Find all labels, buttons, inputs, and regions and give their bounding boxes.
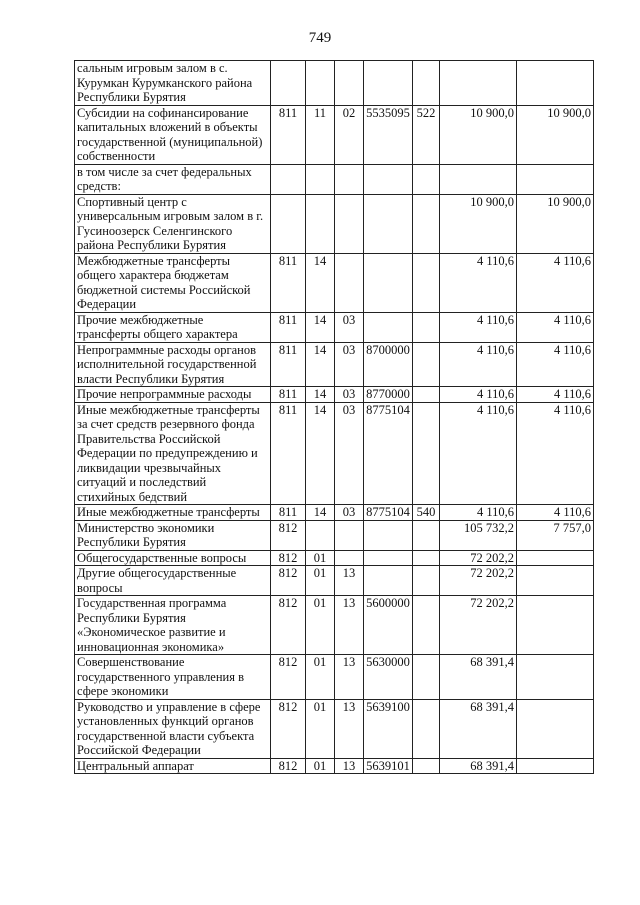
row-expense-type-code bbox=[413, 387, 440, 403]
row-subsection-code: 03 bbox=[335, 402, 364, 505]
row-section-code: 01 bbox=[306, 596, 335, 655]
row-section-code: 01 bbox=[306, 566, 335, 596]
row-amount-total: 10 900,0 bbox=[440, 194, 517, 253]
row-grbs-code: 812 bbox=[271, 758, 306, 774]
table-row bbox=[75, 596, 594, 655]
row-name: в том числе за счет федеральных средств: bbox=[75, 164, 271, 194]
row-expense-type-code bbox=[413, 253, 440, 312]
row-grbs-code: 811 bbox=[271, 342, 306, 387]
row-expense-type-code bbox=[413, 596, 440, 655]
row-grbs-code: 811 bbox=[271, 387, 306, 403]
row-section-code: 14 bbox=[306, 505, 335, 521]
row-name: Руководство и управление в сфере установленных функций органов государственной власти субъекта Российской Федерации bbox=[75, 699, 271, 758]
row-subsection-code: 13 bbox=[335, 699, 364, 758]
row-amount-total: 72 202,2 bbox=[440, 596, 517, 655]
row-subsection-code bbox=[335, 164, 364, 194]
row-subsection-code: 03 bbox=[335, 342, 364, 387]
row-section-code: 14 bbox=[306, 387, 335, 403]
row-name: Государственная программа Республики Бурятия «Экономическое развитие и инновационная экономика» bbox=[75, 596, 271, 655]
page-number: 749 bbox=[308, 30, 332, 46]
table-row bbox=[75, 164, 594, 194]
row-amount-total: 4 110,6 bbox=[440, 505, 517, 521]
table-row bbox=[75, 402, 594, 505]
row-name: Иные межбюджетные трансферты за счет средств резервного фонда Правительства Российской Федерации по предупреждению и ликвидации чрезвычайных ситуаций и последствий стихийных бедствий bbox=[75, 402, 271, 505]
table-row bbox=[75, 505, 594, 521]
row-name: Центральный аппарат bbox=[75, 758, 271, 774]
table-row bbox=[75, 342, 594, 387]
table-row bbox=[75, 253, 594, 312]
row-amount-total bbox=[440, 164, 517, 194]
row-amount-total bbox=[440, 61, 517, 106]
row-amount-total: 4 110,6 bbox=[440, 387, 517, 403]
row-name: Прочие межбюджетные трансферты общего характера bbox=[75, 312, 271, 342]
row-subsection-code bbox=[335, 194, 364, 253]
row-expense-type-code bbox=[413, 699, 440, 758]
row-amount-federal: 4 110,6 bbox=[517, 402, 594, 505]
row-expense-type-code: 540 bbox=[413, 505, 440, 521]
row-target-article-code: 5639101 bbox=[364, 758, 413, 774]
row-grbs-code: 812 bbox=[271, 566, 306, 596]
row-section-code: 14 bbox=[306, 312, 335, 342]
row-target-article-code: 5639100 bbox=[364, 699, 413, 758]
row-subsection-code: 03 bbox=[335, 387, 364, 403]
row-section-code bbox=[306, 194, 335, 253]
row-amount-federal bbox=[517, 699, 594, 758]
row-amount-total: 72 202,2 bbox=[440, 566, 517, 596]
row-expense-type-code bbox=[413, 566, 440, 596]
row-target-article-code: 5600000 bbox=[364, 596, 413, 655]
row-section-code: 11 bbox=[306, 105, 335, 164]
table-row bbox=[75, 61, 594, 106]
row-amount-total: 68 391,4 bbox=[440, 699, 517, 758]
row-expense-type-code bbox=[413, 550, 440, 566]
row-grbs-code: 811 bbox=[271, 105, 306, 164]
row-amount-total: 4 110,6 bbox=[440, 253, 517, 312]
row-expense-type-code bbox=[413, 520, 440, 550]
table-row bbox=[75, 758, 594, 774]
row-amount-total: 10 900,0 bbox=[440, 105, 517, 164]
row-section-code: 01 bbox=[306, 550, 335, 566]
row-subsection-code bbox=[335, 520, 364, 550]
row-amount-federal: 10 900,0 bbox=[517, 194, 594, 253]
row-grbs-code bbox=[271, 194, 306, 253]
row-subsection-code: 13 bbox=[335, 566, 364, 596]
row-amount-federal bbox=[517, 61, 594, 106]
table-row bbox=[75, 566, 594, 596]
row-target-article-code: 5630000 bbox=[364, 655, 413, 700]
row-name: Спортивный центр с универсальным игровым залом в г. Гусиноозерск Селенгинского района Республики Бурятия bbox=[75, 194, 271, 253]
row-target-article-code bbox=[364, 520, 413, 550]
row-section-code bbox=[306, 61, 335, 106]
row-amount-federal: 4 110,6 bbox=[517, 342, 594, 387]
row-amount-federal bbox=[517, 550, 594, 566]
row-amount-federal: 10 900,0 bbox=[517, 105, 594, 164]
row-target-article-code bbox=[364, 164, 413, 194]
row-amount-federal: 4 110,6 bbox=[517, 312, 594, 342]
row-target-article-code bbox=[364, 61, 413, 106]
row-grbs-code: 812 bbox=[271, 596, 306, 655]
row-grbs-code: 812 bbox=[271, 520, 306, 550]
row-amount-total: 4 110,6 bbox=[440, 342, 517, 387]
row-expense-type-code bbox=[413, 312, 440, 342]
row-target-article-code: 5535095 bbox=[364, 105, 413, 164]
row-amount-federal bbox=[517, 758, 594, 774]
row-amount-federal: 4 110,6 bbox=[517, 253, 594, 312]
row-grbs-code: 811 bbox=[271, 505, 306, 521]
row-subsection-code: 13 bbox=[335, 655, 364, 700]
row-target-article-code bbox=[364, 566, 413, 596]
row-name: Межбюджетные трансферты общего характера бюджетам бюджетной системы Российской Федерации bbox=[75, 253, 271, 312]
row-grbs-code: 811 bbox=[271, 312, 306, 342]
row-amount-total: 4 110,6 bbox=[440, 402, 517, 505]
row-amount-federal bbox=[517, 596, 594, 655]
row-amount-federal bbox=[517, 566, 594, 596]
row-target-article-code: 8775104 bbox=[364, 402, 413, 505]
row-expense-type-code bbox=[413, 61, 440, 106]
row-target-article-code: 8770000 bbox=[364, 387, 413, 403]
row-amount-total: 4 110,6 bbox=[440, 312, 517, 342]
row-amount-federal: 4 110,6 bbox=[517, 387, 594, 403]
row-name: Другие общегосударственные вопросы bbox=[75, 566, 271, 596]
row-name: Субсидии на софинансирование капитальных вложений в объекты государственной (муниципальной) собственности bbox=[75, 105, 271, 164]
row-grbs-code bbox=[271, 164, 306, 194]
row-expense-type-code bbox=[413, 402, 440, 505]
row-grbs-code: 812 bbox=[271, 655, 306, 700]
table-row bbox=[75, 387, 594, 403]
row-grbs-code bbox=[271, 61, 306, 106]
row-expense-type-code bbox=[413, 194, 440, 253]
row-grbs-code: 812 bbox=[271, 550, 306, 566]
row-grbs-code: 811 bbox=[271, 253, 306, 312]
row-target-article-code bbox=[364, 194, 413, 253]
row-amount-total: 68 391,4 bbox=[440, 655, 517, 700]
row-section-code: 14 bbox=[306, 402, 335, 505]
row-target-article-code bbox=[364, 550, 413, 566]
row-amount-total: 68 391,4 bbox=[440, 758, 517, 774]
row-expense-type-code bbox=[413, 342, 440, 387]
table-row bbox=[75, 550, 594, 566]
table-row bbox=[75, 312, 594, 342]
row-name: Совершенствование государственного управления в сфере экономики bbox=[75, 655, 271, 700]
table-row bbox=[75, 699, 594, 758]
row-target-article-code bbox=[364, 312, 413, 342]
row-name: Иные межбюджетные трансферты bbox=[75, 505, 271, 521]
row-subsection-code bbox=[335, 61, 364, 106]
budget-table bbox=[74, 60, 594, 774]
row-amount-total: 105 732,2 bbox=[440, 520, 517, 550]
table-row bbox=[75, 105, 594, 164]
row-amount-total: 72 202,2 bbox=[440, 550, 517, 566]
row-section-code: 01 bbox=[306, 699, 335, 758]
row-name: Прочие непрограммные расходы bbox=[75, 387, 271, 403]
row-expense-type-code bbox=[413, 655, 440, 700]
row-expense-type-code bbox=[413, 758, 440, 774]
row-subsection-code: 13 bbox=[335, 596, 364, 655]
row-subsection-code bbox=[335, 550, 364, 566]
row-name: Министерство экономики Республики Бурятия bbox=[75, 520, 271, 550]
row-amount-federal: 7 757,0 bbox=[517, 520, 594, 550]
row-section-code bbox=[306, 520, 335, 550]
row-section-code: 01 bbox=[306, 758, 335, 774]
row-subsection-code: 03 bbox=[335, 505, 364, 521]
row-section-code: 14 bbox=[306, 253, 335, 312]
row-subsection-code: 02 bbox=[335, 105, 364, 164]
row-target-article-code: 8775104 bbox=[364, 505, 413, 521]
row-expense-type-code: 522 bbox=[413, 105, 440, 164]
row-section-code: 14 bbox=[306, 342, 335, 387]
row-amount-federal: 4 110,6 bbox=[517, 505, 594, 521]
row-name: Непрограммные расходы органов исполнительной государственной власти Республики Бурятия bbox=[75, 342, 271, 387]
row-subsection-code bbox=[335, 253, 364, 312]
row-section-code bbox=[306, 164, 335, 194]
table-row bbox=[75, 520, 594, 550]
row-grbs-code: 812 bbox=[271, 699, 306, 758]
row-name: Общегосударственные вопросы bbox=[75, 550, 271, 566]
table-row bbox=[75, 655, 594, 700]
row-amount-federal bbox=[517, 655, 594, 700]
row-target-article-code bbox=[364, 253, 413, 312]
row-grbs-code: 811 bbox=[271, 402, 306, 505]
row-subsection-code: 13 bbox=[335, 758, 364, 774]
row-target-article-code: 8700000 bbox=[364, 342, 413, 387]
row-subsection-code: 03 bbox=[335, 312, 364, 342]
table-row bbox=[75, 194, 594, 253]
row-expense-type-code bbox=[413, 164, 440, 194]
row-name: сальным игровым залом в с. Курумкан Курумканского района Республики Бурятия bbox=[75, 61, 271, 106]
row-amount-federal bbox=[517, 164, 594, 194]
row-section-code: 01 bbox=[306, 655, 335, 700]
